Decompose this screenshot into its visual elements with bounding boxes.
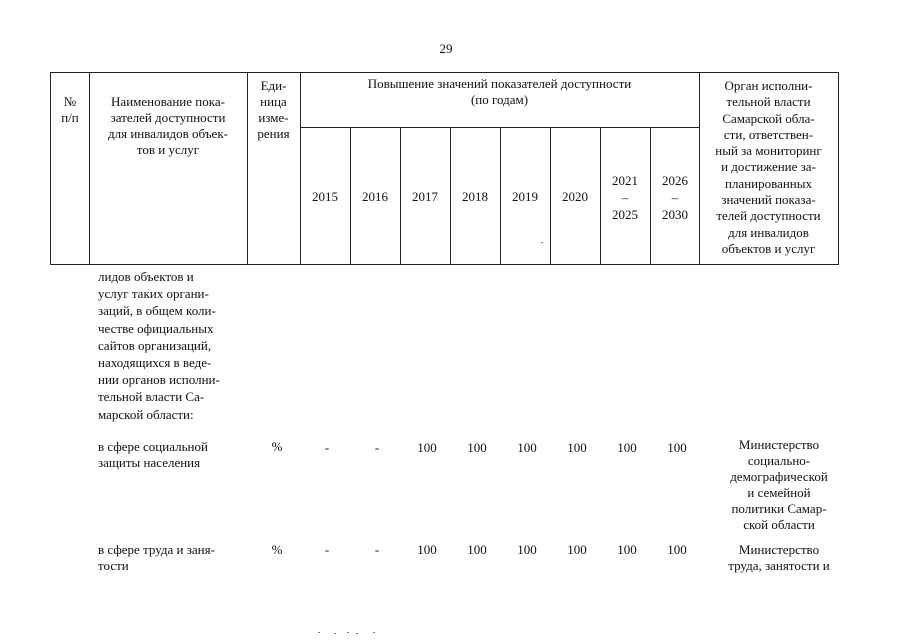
row-value-2015: - bbox=[324, 542, 330, 557]
header-year-range: 2021 – 2025 bbox=[612, 173, 638, 222]
header-increase-by-years: Повышение значений показателей доступности (по годам) bbox=[367, 76, 632, 107]
header-year: 2018 bbox=[462, 189, 488, 204]
header-indicator-name: Наименование пока- зателей доступности для инвалидов объек- тов и услуг bbox=[108, 94, 228, 157]
row-unit: % bbox=[271, 439, 283, 454]
row-value-2020: 100 bbox=[567, 440, 587, 455]
row-unit: % bbox=[271, 542, 283, 557]
row-responsible-authority: Министерство социально- демографической и семейной политики Самар- ской области bbox=[730, 437, 828, 532]
header-year: 2015 bbox=[312, 189, 338, 204]
row-value-2016: - bbox=[374, 440, 380, 455]
row-value-2020: 100 bbox=[567, 542, 587, 557]
row-responsible-authority: Министерство труда, занятости и bbox=[728, 542, 830, 573]
header-year: 2020 bbox=[562, 189, 588, 204]
row-value-2026-2030: 100 bbox=[667, 542, 687, 557]
header-year: 2016 bbox=[362, 189, 388, 204]
page-number: 29 bbox=[439, 41, 453, 56]
row-value-2019: 100 bbox=[517, 440, 537, 455]
header-unit: Еди- ница изме- рения bbox=[257, 78, 290, 141]
row-value-2021-2025: 100 bbox=[617, 542, 637, 557]
indicator-continuation-text: лидов объектов и услуг таких органи- заций, в общем коли- честве официальных сайтов организаций, находящихся в веде- нии органов исполни- тельной власти Са- марской области: bbox=[98, 269, 220, 422]
header-responsible-authority: Орган исполни- тельной власти Самарской обла- сти, ответствен- ный за мониторинг и достижение за- планированных значений показа- телей доступности для инвалидов объектов и услуг bbox=[715, 78, 822, 256]
row-value-2016: - bbox=[374, 542, 380, 557]
header-year: 2017 bbox=[412, 189, 438, 204]
row-value-2019: 100 bbox=[517, 542, 537, 557]
row-value-2015: - bbox=[324, 440, 330, 455]
row-value-2018: 100 bbox=[467, 440, 487, 455]
row-value-2017: 100 bbox=[417, 440, 437, 455]
header-number: № п/п bbox=[61, 94, 79, 125]
row-indicator-name: в сфере социальной защиты населения bbox=[98, 439, 208, 470]
row-indicator-name: в сфере труда и заня- тости bbox=[98, 542, 215, 573]
row-value-2026-2030: 100 bbox=[667, 440, 687, 455]
row-value-2021-2025: 100 bbox=[617, 440, 637, 455]
header-year-range: 2026 – 2030 bbox=[662, 173, 688, 222]
header-year: 2019 bbox=[512, 189, 538, 204]
row-value-2018: 100 bbox=[467, 542, 487, 557]
row-value-2017: 100 bbox=[417, 542, 437, 557]
